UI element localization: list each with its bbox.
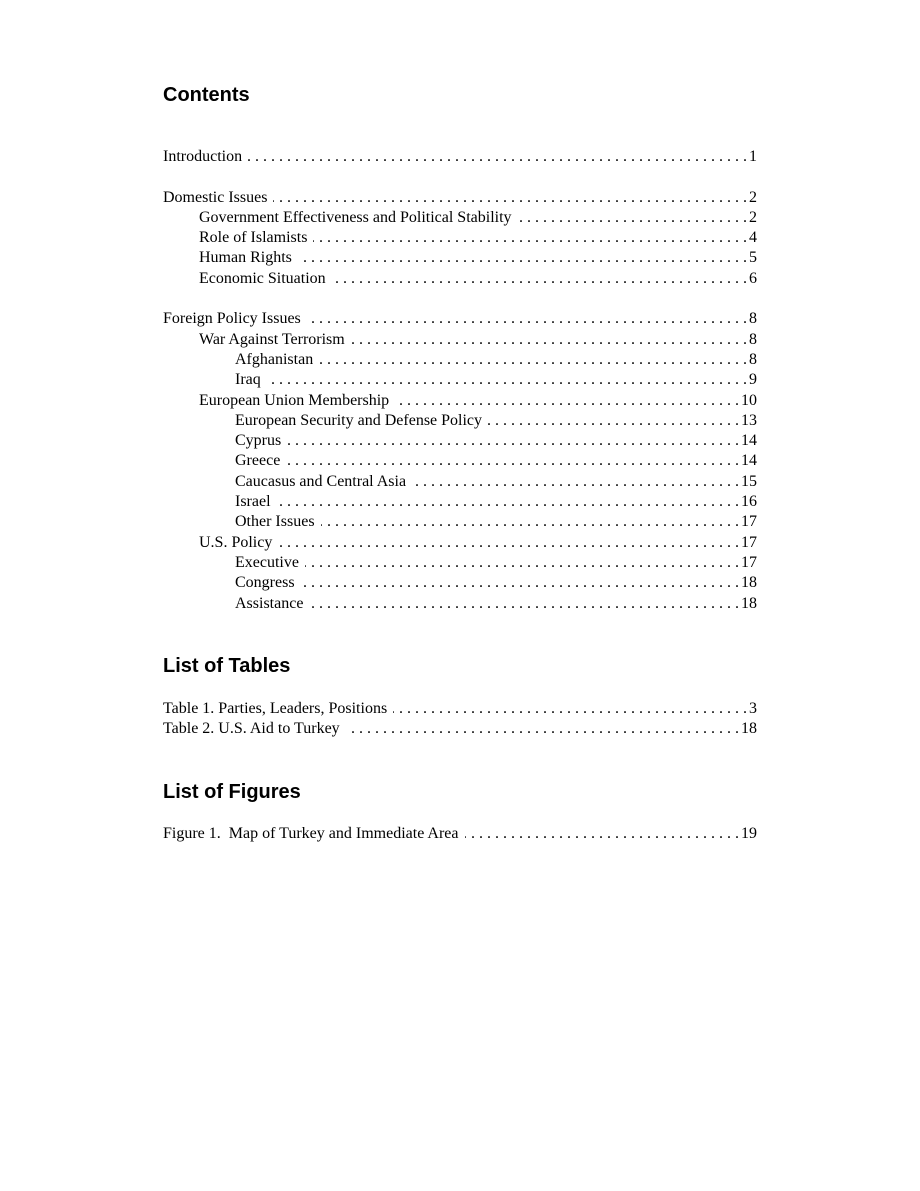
list-of-figures-heading: List of Figures [163, 781, 301, 803]
toc-entry-introduction[interactable]: Introduction . . . 1 [163, 147, 757, 167]
toc-entry-war-against-terrorism[interactable]: War Against Terrorism . . . 8 [163, 330, 757, 350]
list-of-tables-heading: List of Tables [163, 655, 291, 677]
toc-entry-afghanistan[interactable]: Afghanistan . . . 8 [163, 350, 757, 370]
toc-entry-cyprus[interactable]: Cyprus . . . 14 [163, 431, 757, 451]
toc-entry-israel[interactable]: Israel . . . 16 [163, 492, 757, 512]
toc-entry-iraq[interactable]: Iraq . . . 9 [163, 370, 757, 390]
toc-entry-domestic-issues[interactable]: Domestic Issues . . . 2 [163, 188, 757, 208]
toc-entry-congress[interactable]: Congress . . . 18 [163, 573, 757, 593]
tables-list [163, 699, 757, 740]
toc-entry-assistance[interactable]: Assistance . . . 18 [163, 594, 757, 614]
toc-entry-other-issues[interactable]: Other Issues . . . 17 [163, 512, 757, 532]
toc-entry-human-rights[interactable]: Human Rights . . . 5 [163, 248, 757, 268]
toc-entry-greece[interactable]: Greece . . . 14 [163, 451, 757, 471]
toc-entry-caucasus-central-asia[interactable]: Caucasus and Central Asia . . . 15 [163, 472, 757, 492]
table-entry-1[interactable]: Table 1. Parties, Leaders, Positions . . . 3 [163, 699, 757, 719]
toc-entry-economic-situation[interactable]: Economic Situation . . . 6 [163, 269, 757, 289]
contents-heading: Contents [163, 84, 250, 106]
toc-entry-foreign-policy-issues[interactable]: Foreign Policy Issues . . . 8 [163, 309, 757, 329]
toc-entry-role-of-islamists[interactable]: Role of Islamists . . . 4 [163, 228, 757, 248]
table-entry-2[interactable]: Table 2. U.S. Aid to Turkey . . . 18 [163, 719, 757, 739]
toc-entry-government-effectiveness[interactable]: Government Effectiveness and Political Stability . . . 2 [163, 208, 757, 228]
toc-entry-executive[interactable]: Executive . . . 17 [163, 553, 757, 573]
toc-entry-esdp[interactable]: European Security and Defense Policy . . . 13 [163, 411, 757, 431]
toc-entry-us-policy[interactable]: U.S. Policy . . . 17 [163, 533, 757, 553]
toc-entry-eu-membership[interactable]: European Union Membership . . . 10 [163, 391, 757, 411]
figures-list [163, 824, 757, 844]
contents-list [163, 147, 757, 614]
figure-entry-1[interactable]: Figure 1. Map of Turkey and Immediate Area . . . 19 [163, 824, 757, 844]
